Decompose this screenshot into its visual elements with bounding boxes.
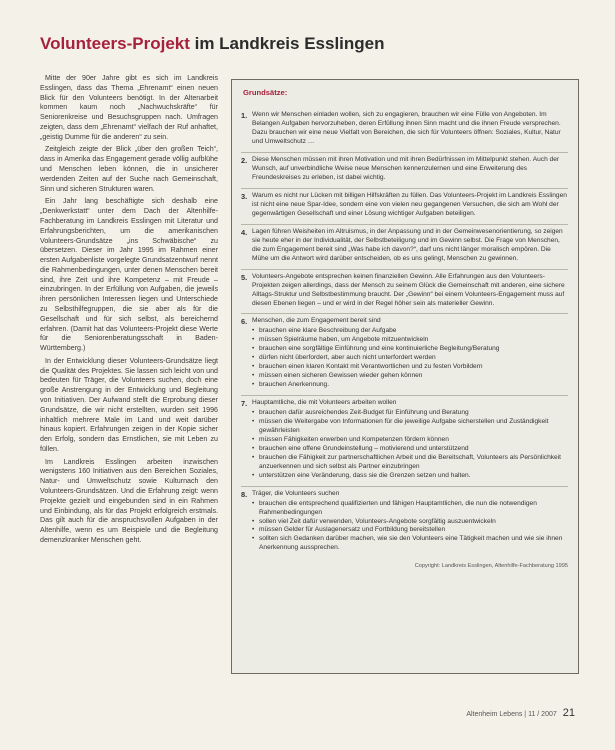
principle-bullet: • brauchen die entsprechend qualifizierten und fähigen Hauptamtlichen, die nun die notwendigen Rahmenbedingungen (252, 500, 568, 518)
principle-item (241, 487, 568, 559)
principle-text: Diese Menschen müssen mit ihren Motivation und mit ihren Bedürfnissen im Mittelpunkt stehen. Auch der Wunsch, auf unverbindliche Weise neue Menschen kennenzulernen und eine Erweiterung des Freundeskreises zu erleben, ist dabei wichtig. (252, 156, 560, 182)
principle-bullet: • brauchen dafür ausreichendes Zeit-Budget für Einführung und Beratung (252, 409, 568, 418)
principle-item (241, 270, 568, 315)
principle-bullet-list (252, 327, 568, 390)
principle-bullet: • müssen Gelder für Auslagenersatz und Fortbildung bereitstellen (252, 526, 568, 535)
body-paragraph: Ein Jahr lang beschäftigte sich deshalb eine „Denkwerkstatt“ unter dem Dach der Altenhilfe-Fachberatung im Landkreis Esslingen mit Literatur und Erfahrungsberichten, um die amerikanischen Volunteers-Grundsätze „ins Schwäbische“ zu übersetzen. Dieser im Jahr 1995 im Rahmen einer ersten Aufgabenliste vorgelegte Grundsatzentwurf nennt die Rahmenbedingungen, unter denen Menschen bereit sind, ihre Zeit und ihre Kompetenz – mit Freude – einzubringen. In der Erfüllung von Aufgaben, die jeweils ihren persönlichen Interessen liegen und Unterschiede zu Selbsthilfegruppen, die sie aber als für die Gesellschaft und für sich selbst, als bereichernd erfahren. (Damit hat das Volunteers-Projekt diese Werte für die Seniorenberatungsschaft in Baden-Württemberg.) (40, 197, 218, 353)
principle-bullet: • brauchen eine sorgfältige Einführung und eine kontinuierliche Begleitung/Beratung (252, 345, 568, 354)
principle-body (252, 111, 568, 147)
principle-bullet: • brauchen einen klaren Kontakt mit Verantwortlichen und zu festen Vorbildern (252, 363, 568, 372)
principle-text: Volunteers-Angebote entsprechen keinen finanziellen Gewinn. Alle Erfahrungen aus den Volunteers-Projekten zeigen allerdings, dass der Mensch zu seinem Glück die Gemeinschaft mit anderen, eine sichere Alltags-Struktur und Selbstbestimmung braucht. Der „Gewinn“ bei einem Volunteers-Engagement muss auf diesen Ebenen liegen – und er wird in der Regel höher sein als materieller Gewinn. (252, 272, 565, 307)
principle-body (252, 490, 568, 554)
principle-body (252, 317, 568, 390)
copyright-note: Copyright: Landkreis Esslingen, Altenhilfe-Fachberatung 1995 (414, 563, 568, 570)
principle-bullet: • brauchen eine klare Beschreibung der Aufgabe (252, 327, 568, 336)
principle-number: 8. (241, 489, 248, 499)
principle-bullet: • sollten sich Gedanken darüber machen, wie sie den Volunteers eine Tätigkeit machen und wie sie ihnen Anerkennung aussprechen. (252, 535, 568, 553)
principle-bullet: • brauchen die Fähigkeit zur partnerschaftlichen Arbeit und die Bereitschaft, Volunteers als Persönlichkeit anzuerkennen und sich selbst als Partner einzubringen (252, 454, 568, 472)
body-paragraph: In der Entwicklung dieser Volunteers-Grundsätze liegt die Qualität des Projektes. Sie lassen sich leicht von und bedeuten für Träger, die Volunteers suchen, doch eine große Anstrengung in der Entwicklung und Begleitung von Initiativen. Der Aufwand stellt die Erprobung dieser Grundsätze, die wir nicht erstellten, wurden seit 1996 inhaltlich mehrere Male im Land und weit darüber hinaus kopiert. Erfahrungen zeigen in der Kopie sicher den Erfolg, sondern das Ernstlichen, sie mit Leben zu füllen. (40, 356, 218, 453)
principle-number: 6. (241, 317, 248, 327)
article-title (40, 34, 385, 54)
principle-bullet-list (252, 500, 568, 554)
page-number: 21 (562, 707, 575, 719)
principle-number: 3. (241, 191, 248, 201)
principle-item (241, 225, 568, 270)
principle-body (252, 228, 568, 264)
principle-bullet: • müssen einen sicheren Gewissen wieder gehen können (252, 372, 568, 381)
article-body (40, 74, 218, 549)
principle-bullet: • dürfen nicht überfordert, aber auch nicht unterfordert werden (252, 354, 568, 363)
body-paragraph: Zeitgleich zeigte der Blick „über den großen Teich“, dass in Amerika das Engagement gerade völlig aufblühe und Menschen leben können, die in unsicherer werdenden Zeiten auf der Suche nach Gemeinschaft, Sinn und sicheren Strukturen waren. (40, 145, 218, 193)
principle-bullet: • müssen Fähigkeiten erwerben und Kompetenzen fördern können (252, 436, 568, 445)
principle-body (252, 399, 568, 481)
page-footer (466, 707, 575, 719)
principle-bullet: • müssen Spielräume haben, um Angebote mitzuentwickeln (252, 336, 568, 345)
body-paragraph: Im Landkreis Esslingen arbeiten inzwischen wenigstens 160 Initiativen aus den Bereichen Soziales, Natur- und Umweltschutz sowie Kulturnach den Volunteers-Grundsätzen. Und die Erfahrung zeigt: wenn Projekte gezielt und eingebunden sind in ein Rahmen und Einbindung, als für das Projekt erfolgreich erstmals. Das gilt auch für die anspruchsvollen Aufgaben in der Altenhilfe, wenn es um Beispiele und die Begleitung demenzkranker Menschen geht. (40, 457, 218, 544)
principle-number: 2. (241, 156, 248, 166)
principle-item (241, 108, 568, 153)
principle-text: Wenn wir Menschen einladen wollen, sich zu engagieren, brauchen wir eine Fülle von Angeboten. Im Belangen Aufgaben hervorzuheben, deren Erfüllung ihnen Sinn macht und die ihnen Freude versprechen. Dazu brauchen wir eine neue Vielfalt von Bereichen, die sich für Volunteers öffnen: Soziales, Kultur, Natur und Umweltschutz … (252, 111, 561, 146)
body-paragraph: Mitte der 90er Jahre gibt es sich im Landkreis Esslingen, dass das Thema „Ehrenamt“ einen neuen Blick für den Volunteers benötigt. In der Altenarbeit kommen kaum noch „Nachwuchskräfte“ für Seniorenkreise und Besuchsgruppen nach. Umfragen zeigten, dass dem „Ehrenamt“ vielfach der Ruf anhaftet, „geistig Dumme für die anderen“ zu sein. (40, 74, 218, 141)
principle-text: Warum es nicht nur Lücken mit billigen Hilfskräften zu füllen. Das Volunteers-Projekt im Landkreis Esslingen ist nicht eine neue Spar-Idee, sondern eine von vielen neu gegangenen Versuchen, die sich am Wohl der gegenwärtigen Gesellschaft und einer Lösung wichtiger Aufgaben beteiligen. (252, 191, 567, 217)
principles-heading: Grundsätze: (243, 88, 288, 97)
principle-item (241, 153, 568, 189)
principle-text: Träger, die Volunteers suchen (252, 489, 340, 497)
principle-number: 4. (241, 227, 248, 237)
principle-item (241, 189, 568, 225)
title-rest: im Landkreis Esslingen (189, 34, 385, 53)
principle-bullet: • müssen die Weitergabe von Informationen für die jeweilige Aufgabe sicherstellen und Zuständigkeit gewährleisten (252, 418, 568, 436)
principle-item (241, 314, 568, 396)
principle-text: Hauptamtliche, die mit Volunteers arbeiten wollen (252, 399, 397, 407)
principle-bullet-list (252, 409, 568, 481)
principle-body (252, 192, 568, 219)
title-highlight: Volunteers-Projekt (40, 34, 190, 53)
principle-body (252, 273, 568, 309)
principle-item (241, 396, 568, 487)
principle-bullet: • unterstützen eine Veränderung, dass sie die Grenzen setzen und halten. (252, 472, 568, 481)
principle-body (252, 156, 568, 183)
principle-number: 5. (241, 272, 248, 282)
principle-bullet: • brauchen eine offene Grundeinstellung – motivierend und unterstützend (252, 445, 568, 454)
principle-bullet: • sollen viel Zeit dafür verwenden, Volunteers-Angebote sorgfältig auszuentwickeln (252, 518, 568, 527)
principle-number: 7. (241, 399, 248, 409)
principle-text: Lagen führen Weisheiten im Altruismus, in der Anpassung und in der Gemeinwesenorientierung, so zeigen sie heute eher in der Individualität, der Selbstbeteiligung und im Gewinn selbst. Die Frage von Menschen, die zum Engagement bereit sind „Was habe ich davon?“, darf uns nicht länger moralisch empören. Die Mühe um die Antwort wird darüber entscheiden, ob es uns gelingt, Menschen zu gewinnen. (252, 227, 563, 262)
principles-box (231, 79, 579, 674)
principle-bullet: • brauchen Anerkennung. (252, 381, 568, 390)
magazine-issue: Altenheim Lebens | 11 / 2007 (466, 711, 557, 718)
principle-number: 1. (241, 111, 248, 121)
principle-text: Menschen, die zum Engagement bereit sind (252, 317, 381, 325)
